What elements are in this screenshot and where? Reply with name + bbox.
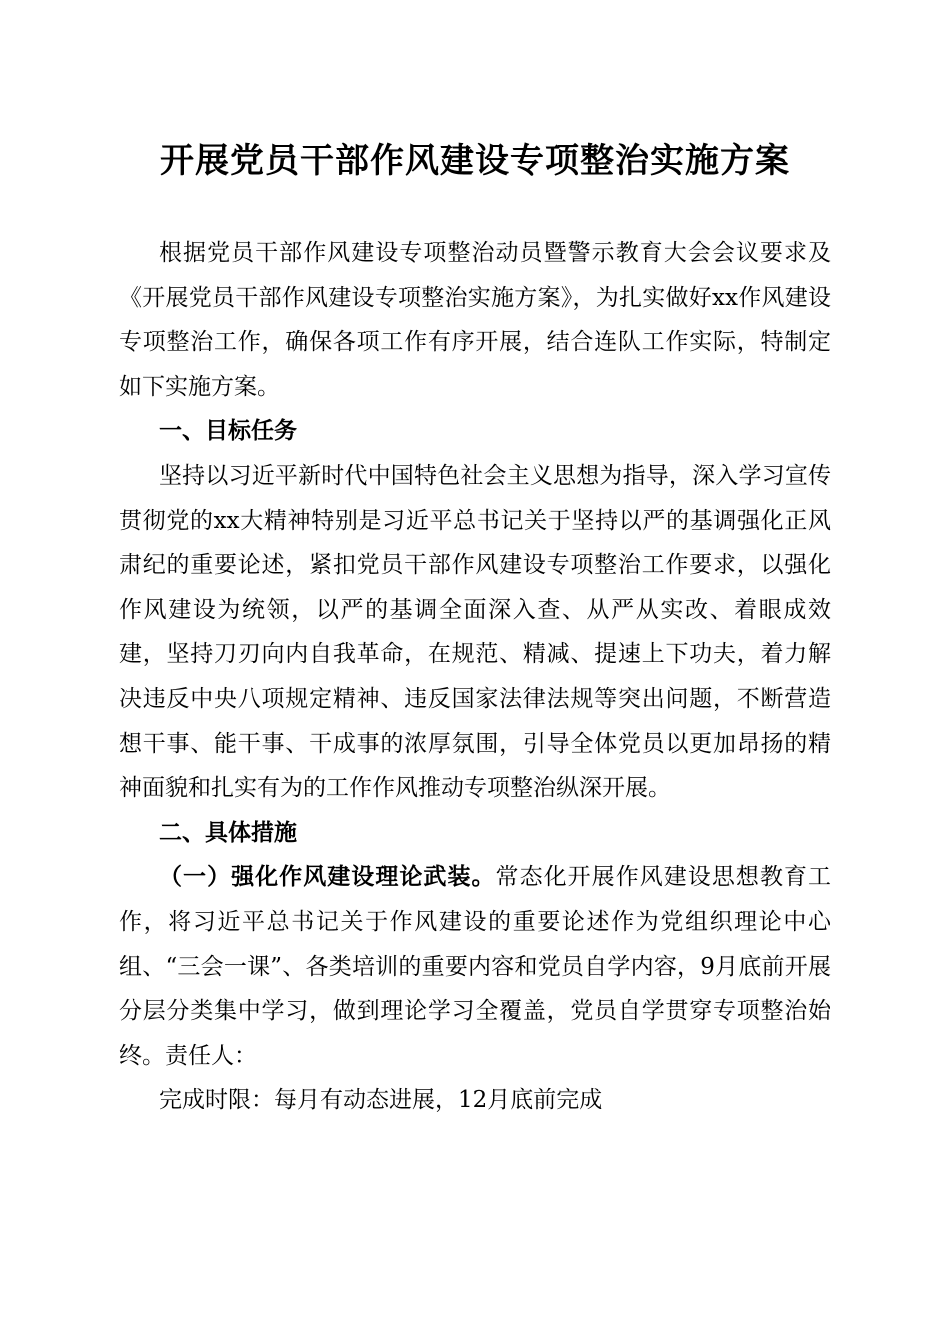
document-body (119, 231, 831, 1123)
section-heading-goals: 一、目标任务 (159, 418, 297, 445)
section-heading-measures: 二、具体措施 (159, 819, 297, 846)
measure-1-deadline: 完成时限：每月有动态进展，12月底前完成 (159, 1087, 603, 1114)
document-title: 开展党员干部作风建设专项整治实施方案 (160, 141, 790, 181)
measure-1-body: 常态化开展作风建设思想教育工作，将习近平总书记关于作风建设的重要论述作为党组织理论中心组、“三会一课”、各类培训的重要内容和党员自学内容，9月底前开展分层分类集中学习，做到理论学习全覆盖，党员自学贯穿专项整治始终。责任人： (119, 864, 832, 1069)
goals-paragraph: 坚持以习近平新时代中国特色社会主义思想为指导，深入学习宣传贯彻党的xx大精神特别是习近平总书记关于坚持以严的基调强化正风肃纪的重要论述，紧扣党员干部作风建设专项整治工作要求，以强化作风建设为统领，以严的基调全面深入查、从严从实改、着眼成效建，坚持刀刃向内自我革命，在规范、精减、提速上下功夫，着力解决违反中央八项规定精神、违反国家法律法规等突出问题，不断营造想干事、能干事、干成事的浓厚氛围，引导全体党员以更加昂扬的精神面貌和扎实有为的工作作风推动专项整治纵深开展。 (119, 462, 831, 802)
intro-paragraph: 根据党员干部作风建设专项整治动员暨警示教育大会会议要求及《开展党员干部作风建设专项整治实施方案》，为扎实做好xx作风建设专项整治工作，确保各项工作有序开展，结合连队工作实际，特制定如下实施方案。 (119, 240, 831, 400)
measure-1-lead: （一）强化作风建设理论武装。 (159, 864, 496, 891)
measure-1-paragraph (119, 855, 831, 1078)
